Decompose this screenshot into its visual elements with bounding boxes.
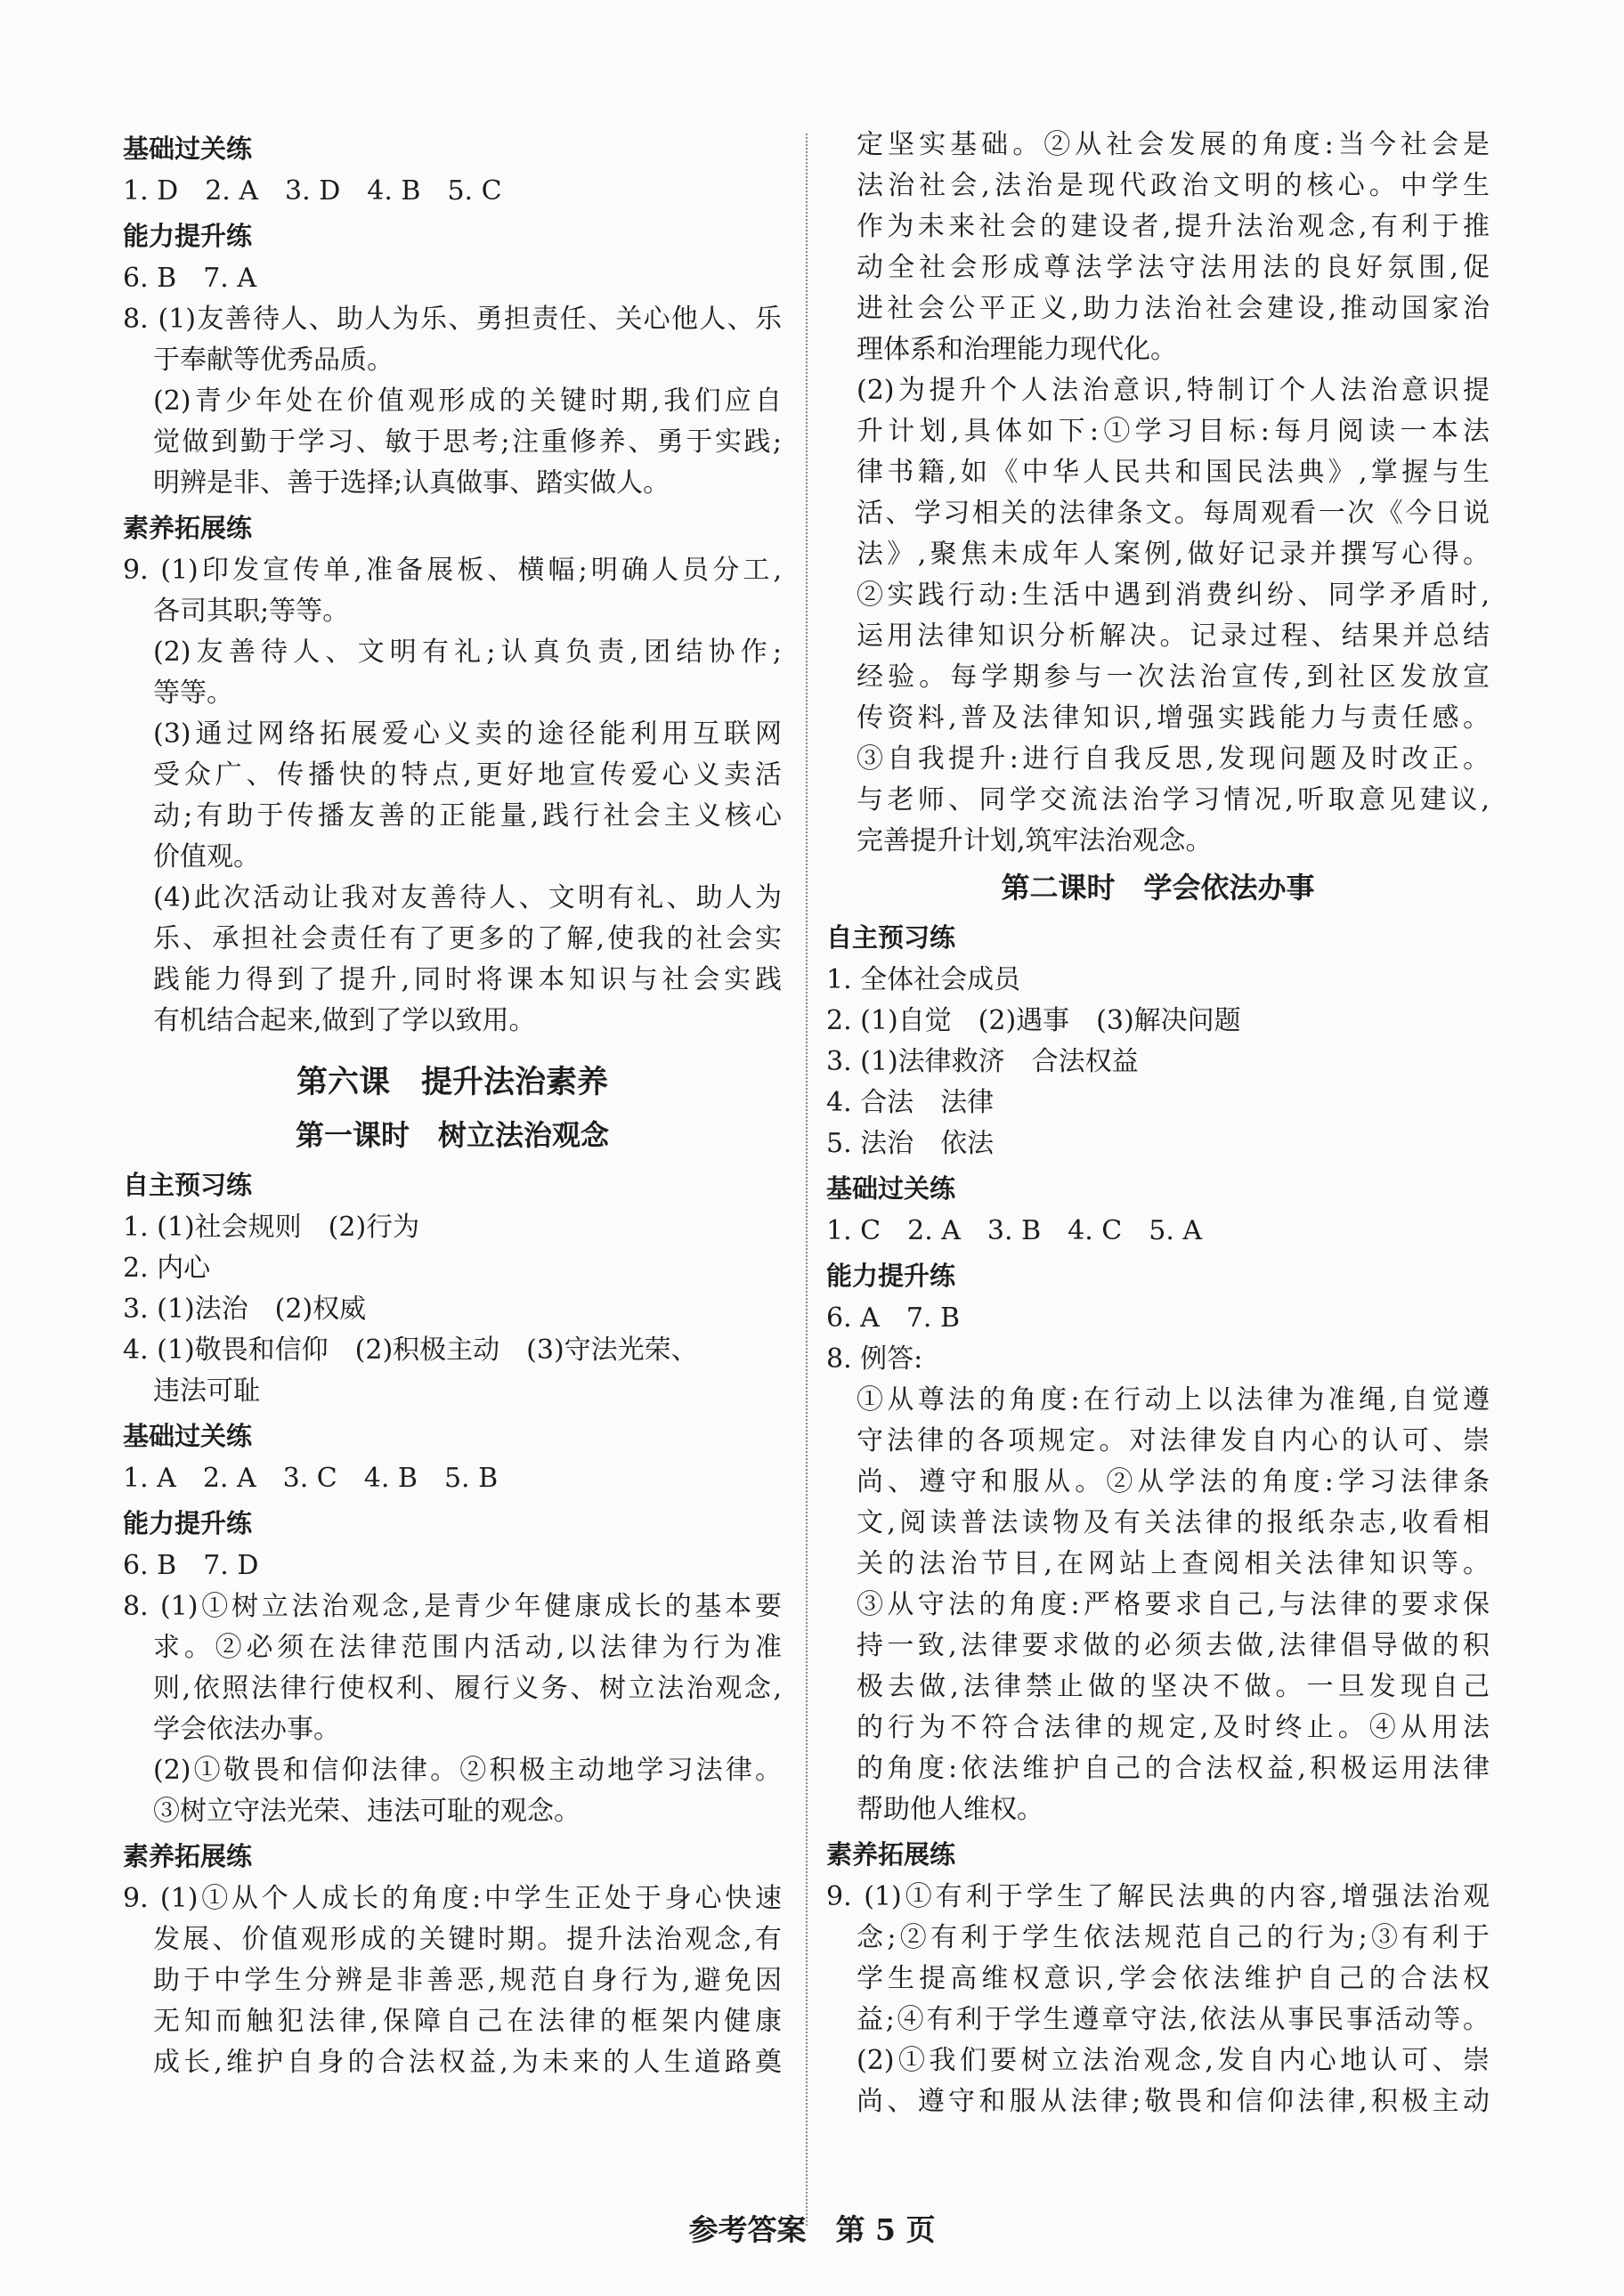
answer-line: 理体系和治理能力现代化。 [857,334,1177,365]
answer-line: 践能力得到了提升,同时将课本知识与社会实践 [153,964,782,995]
column-divider [806,134,808,2226]
answer-line: 升计划,具体如下:①学习目标:每月阅读一本法 [857,416,1490,447]
answer-line: 守法律的各项规定。对法律发自内心的认可、崇 [857,1425,1490,1456]
answer-line: 3. (1)法治 (2)权威 [123,1294,367,1325]
answer-line: 与老师、同学交流法治学习情况,听取意见建议, [857,784,1490,815]
answer-line: 定坚实基础。②从社会发展的角度:当今社会是 [857,129,1490,160]
answer-line: 9. (1)①从个人成长的角度:中学生正处于身心快速 [123,1883,782,1914]
answer-line: 成长,维护自身的合法权益,为未来的人生道路奠 [153,2047,782,2078]
answer-line: 1. A 2. A 3. C 4. B 5. B [123,1463,499,1494]
answer-line: 乐、承担社会责任有了更多的了解,使我的社会实 [153,923,782,954]
answer-line: 法治社会,法治是现代政治文明的核心。中学生 [857,170,1490,201]
section-heading: 素养拓展练 [123,513,253,543]
answer-line: (3)通过网络拓展爱心义卖的途径能利用互联网 [153,718,782,750]
answer-line: 8. 例答: [826,1343,923,1375]
section-heading: 基础过关练 [123,1421,253,1451]
answer-line: 受众广、传播快的特点,更好地宣传爱心义卖活 [153,759,782,791]
answer-line: 于奉献等优秀品质。 [153,345,394,376]
answer-line: 活、学习相关的法律条文。每周观看一次《今日说 [857,498,1490,529]
answer-line: 1. D 2. A 3. D 4. B 5. C [123,175,502,207]
answer-line: 9. (1)印发宣传单,准备展板、横幅;明确人员分工, [123,555,782,586]
answer-line: 律书籍,如《中华人民共和国民法典》,掌握与生 [857,457,1490,488]
answer-line: 运用法律知识分析解决。记录过程、结果并总结 [857,621,1490,652]
section-heading: 能力提升练 [123,1508,253,1538]
answer-line: 法》,聚焦未成年人案例,做好记录并撰写心得。 [857,539,1490,570]
answer-line: 1. C 2. A 3. B 4. C 5. A [826,1215,1203,1246]
answer-line: (2)①敬畏和信仰法律。②积极主动地学习法律。 [153,1755,782,1786]
answer-line: 6. A 7. B [826,1302,961,1334]
answer-line: 完善提升计划,筑牢法治观念。 [857,825,1213,856]
answer-line: 各司其职;等等。 [153,596,350,627]
answer-line: (4)此次活动让我对友善待人、文明有礼、助人为 [153,882,782,913]
section-heading: 素养拓展练 [123,1841,253,1871]
section-heading: 能力提升练 [826,1261,956,1291]
answer-line: 8. (1)友善待人、助人为乐、勇担责任、关心他人、乐 [123,304,782,335]
section-heading: 基础过关练 [123,134,253,164]
answer-line: 进社会公平正义,助力法治社会建设,推动国家治 [857,293,1490,324]
answer-line: ③自我提升:进行自我反思,发现问题及时改正。 [857,743,1490,775]
page-footer: 参考答案 第 5 页 [688,2212,936,2247]
right-column [826,125,1490,2122]
answer-line: 8. (1)①树立法治观念,是青少年健康成长的基本要 [123,1591,782,1622]
answer-line: 违法可耻 [153,1375,260,1407]
answer-line: 学会依法办事。 [153,1714,340,1745]
answer-line: ②实践行动:生活中遇到消费纠纷、同学矛盾时, [857,580,1490,611]
answer-line: 4. 合法 法律 [826,1087,995,1118]
answer-line: (2)为提升个人法治意识,特制订个人法治意识提 [857,375,1490,406]
section-title: 第一课时 树立法治观念 [295,1118,609,1152]
section-heading: 能力提升练 [123,221,253,251]
answer-line: 2. (1)自觉 (2)遇事 (3)解决问题 [826,1005,1241,1036]
answer-line: 的角度:依法维护自己的合法权益,积极运用法律 [857,1753,1490,1784]
answer-line: ③从守法的角度:严格要求自己,与法律的要求保 [857,1589,1490,1620]
answer-line: 1. (1)社会规则 (2)行为 [123,1212,420,1243]
answer-line: 价值观。 [153,841,260,872]
answer-line: 6. B 7. A [123,263,257,294]
answer-line: 6. B 7. D [123,1550,259,1581]
answer-line: ③树立守法光荣、违法可耻的观念。 [153,1796,581,1827]
answer-line: 有机结合起来,做到了学以致用。 [153,1005,536,1036]
answer-line: 持一致,法律要求做的必须去做,法律倡导做的积 [857,1630,1490,1661]
answer-line: 帮助他人维权。 [857,1794,1043,1825]
answer-line: 关的法治节目,在网站上查阅相关法律知识等。 [857,1548,1490,1579]
answer-line: 9. (1)①有利于学生了解民法典的内容,增强法治观 [826,1881,1490,1912]
answer-line: 发展、价值观形成的关键时期。提升法治观念,有 [153,1924,782,1955]
answer-line: 2. 内心 [123,1253,211,1284]
answer-line: 1. 全体社会成员 [826,964,1021,995]
answer-line: 念;②有利于学生依法规范自己的行为;③有利于 [857,1922,1490,1953]
answer-line: 传资料,普及法律知识,增强实践能力与责任感。 [857,702,1490,734]
answer-line: ①从尊法的角度:在行动上以法律为准绳,自觉遵 [857,1384,1490,1416]
answer-line: (2)友善待人、文明有礼;认真负责,团结协作; [153,637,782,668]
answer-line: 经验。每学期参与一次法治宣传,到社区发放宣 [857,661,1490,693]
section-heading: 基础过关练 [826,1173,956,1204]
answer-line: 文,阅读普法读物及有关法律的报纸杂志,收看相 [857,1507,1490,1538]
answer-line: 明辨是非、善于选择;认真做事、踏实做人。 [153,467,670,499]
answer-line: 助于中学生分辨是非善恶,规范自身行为,避免因 [153,1965,782,1996]
answer-line: (2)①我们要树立法治观念,发自内心地认可、崇 [857,2045,1490,2076]
answer-line: 的行为不符合法律的规定,及时终止。④从用法 [857,1712,1490,1743]
answer-line: 3. (1)法律救济 合法权益 [826,1046,1139,1077]
answer-line: 作为未来社会的建设者,提升法治观念,有利于推 [857,211,1490,242]
left-column [123,125,782,2083]
answer-line: 学生提高维权意识,学会依法维护自己的合法权 [857,1963,1490,1994]
answer-line: 动;有助于传播友善的正能量,践行社会主义核心 [153,800,782,832]
answer-line: 则,依照法律行使权利、履行义务、树立法治观念, [153,1673,782,1704]
answer-line: 无知而触犯法律,保障自己在法律的框架内健康 [153,2006,782,2037]
answer-line: 极去做,法律禁止做的坚决不做。一旦发现自己 [857,1671,1490,1702]
answer-line: 5. 法治 依法 [826,1128,995,1159]
section-heading: 自主预习练 [123,1170,253,1200]
answer-line: 动全社会形成尊法学法守法用法的良好氛围,促 [857,252,1490,283]
answer-line: 求。②必须在法律范围内活动,以法律为行为准 [153,1632,782,1663]
answer-line: 尚、遵守和服从法律;敬畏和信仰法律,积极主动 [857,2086,1490,2117]
answer-line: 4. (1)敬畏和信仰 (2)积极主动 (3)守法光荣、 [123,1335,698,1366]
section-heading: 素养拓展练 [826,1839,956,1870]
answer-line: (2)青少年处在价值观形成的关键时期,我们应自 [153,385,782,417]
lesson-title: 第六课 提升法治素养 [296,1065,608,1100]
answer-line: 等等。 [153,677,233,709]
answer-line: 益;④有利于学生遵章守法,依法从事民事活动等。 [857,2004,1490,2035]
section-heading: 自主预习练 [826,922,956,953]
answer-line: 尚、遵守和服从。②从学法的角度:学习法律条 [857,1466,1490,1497]
section-title: 第二课时 学会依法办事 [1001,871,1315,905]
answer-line: 觉做到勤于学习、敏于思考;注重修养、勇于实践; [153,426,782,458]
